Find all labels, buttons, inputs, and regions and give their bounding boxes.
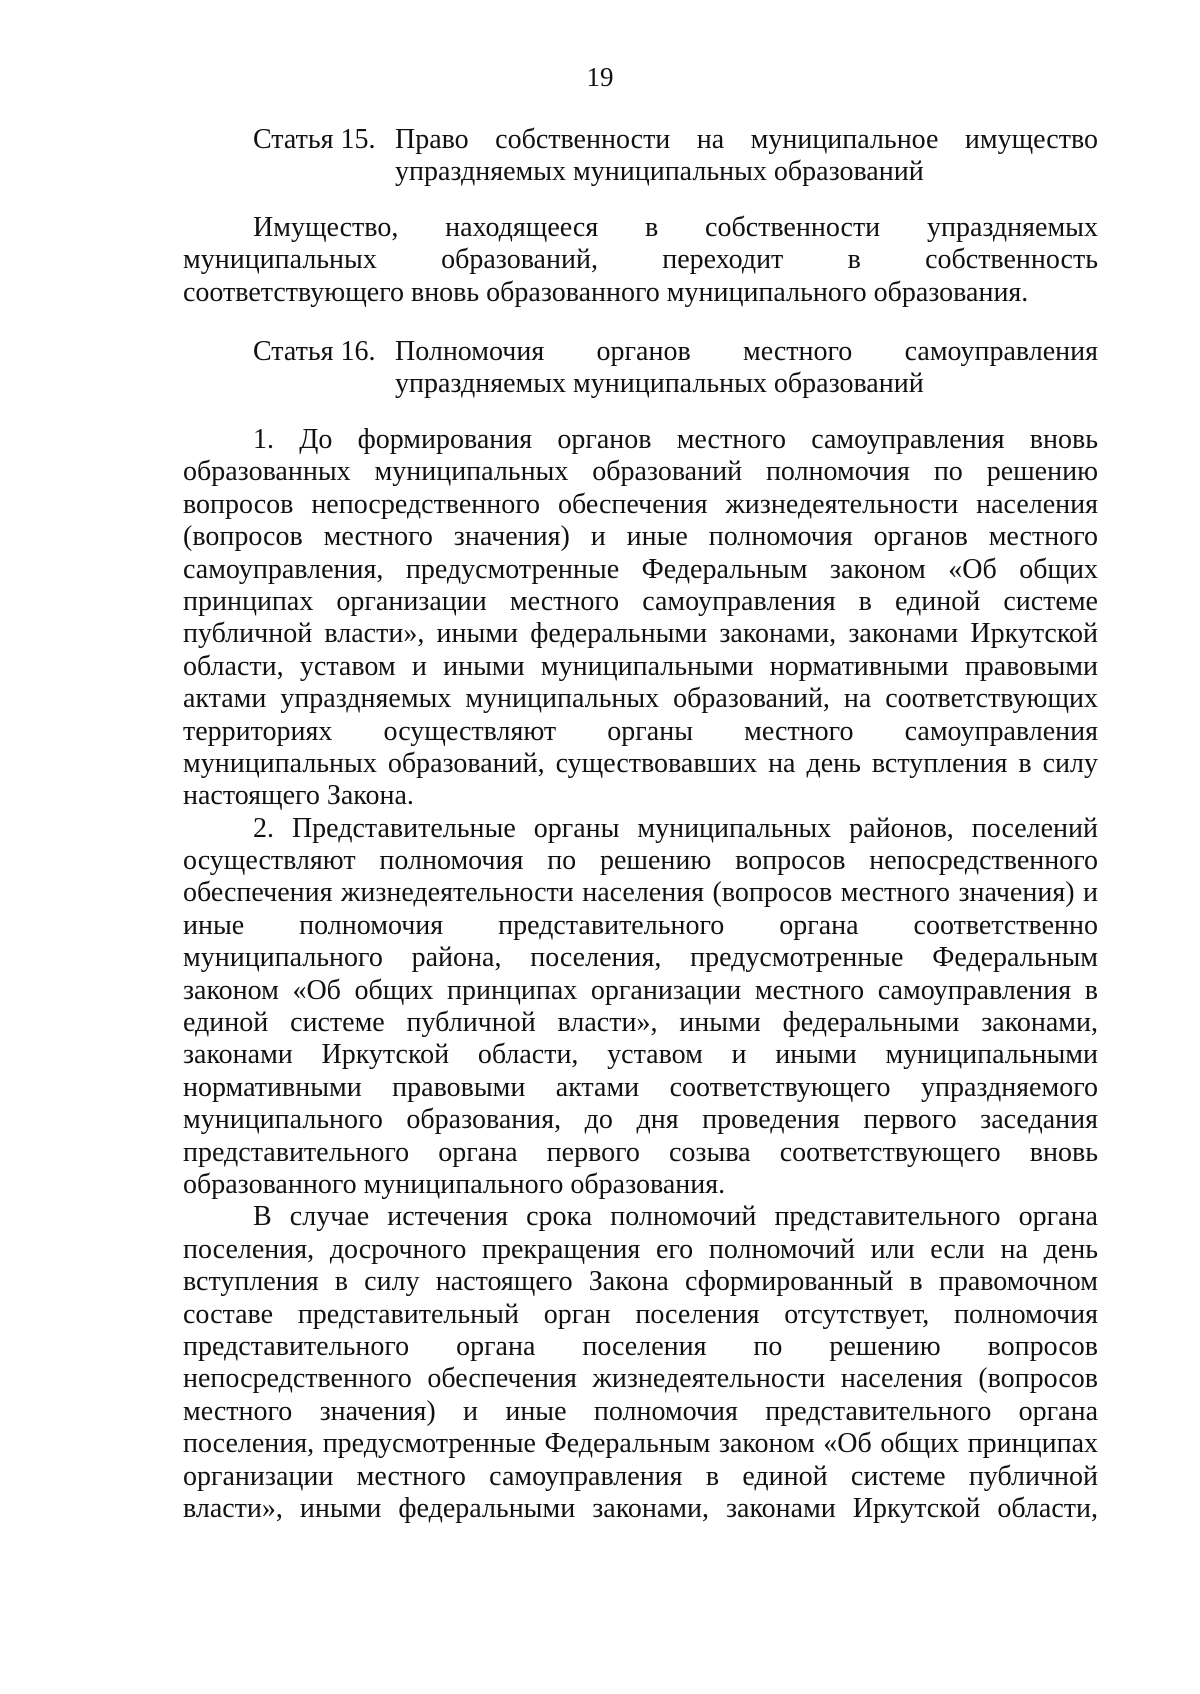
article-15-body [183, 212, 1098, 309]
text-line: территориях осуществляют органы местного самоуправления [183, 715, 1098, 747]
article-16-body [183, 424, 1098, 1525]
text-line: публичной власти», иными федеральными законами, законами Иркутской [183, 618, 1098, 650]
article-16-heading [253, 336, 1098, 401]
article-16-title [395, 336, 1098, 401]
text-line: законами Иркутской области, уставом и иными муниципальными [183, 1039, 1098, 1071]
text-line: единой системе публичной власти», иными федеральными законами, [183, 1007, 1098, 1039]
article-16-title-line-2: упраздняемых муниципальных образований [395, 368, 924, 400]
text-line: принципах организации местного самоуправления в единой системе [183, 585, 1098, 617]
text-line: иные полномочия представительного органа соответственно [183, 909, 1098, 941]
text-line: нормативными правовыми актами соответствующего упраздняемого [183, 1071, 1098, 1103]
text-line: местного значения) и иные полномочия представительного органа [183, 1395, 1098, 1427]
article-15-title [395, 124, 1098, 189]
text-line: настоящего Закона. [183, 780, 414, 812]
text-line: области, уставом и иными муниципальными нормативными правовыми [183, 650, 1098, 682]
text-line: представительного органа поселения по решению вопросов [183, 1330, 1098, 1362]
text-line: муниципальных образований, переходит в собственность [183, 244, 1098, 276]
text-line: самоуправления, предусмотренные Федеральным законом «Об общих [183, 553, 1098, 585]
text-line: муниципальных образований, существовавших на день вступления в силу [183, 747, 1098, 779]
text-line: муниципального образования, до дня проведения первого заседания [183, 1104, 1098, 1136]
text-line: образованных муниципальных образований полномочия по решению [183, 456, 1098, 488]
text-line: поселения, предусмотренные Федеральным законом «Об общих принципах [183, 1428, 1098, 1460]
article-15-number: Статья 15. [253, 124, 376, 155]
text-line: поселения, досрочного прекращения его полномочий или если на день [183, 1233, 1098, 1265]
text-line: 1. До формирования органов местного самоуправления вновь [253, 424, 1098, 455]
text-line: образованного муниципального образования. [183, 1168, 726, 1200]
article-16-number: Статья 16. [253, 336, 376, 367]
text-line: обеспечения жизнедеятельности населения (вопросов местного значения) и [183, 877, 1098, 909]
text-line: В случае истечения срока полномочий представительного органа [253, 1201, 1098, 1233]
article-15-title-line-1: Право собственности на муниципальное имущество [395, 124, 1098, 155]
article-15-title-line-2: упраздняемых муниципальных образований [395, 156, 924, 188]
text-line: муниципального района, поселения, предусмотренные Федеральным [183, 942, 1098, 974]
article-16-title-line-1: Полномочия органов местного самоуправления [395, 336, 1098, 367]
text-line: вопросов непосредственного обеспечения жизнедеятельности населения [183, 488, 1098, 520]
text-line: представительного органа первого созыва соответствующего вновь [183, 1136, 1098, 1168]
text-line: осуществляют полномочия по решению вопросов непосредственного [183, 845, 1098, 877]
article-15-heading [253, 124, 1098, 189]
page-number: 19 [586, 62, 614, 92]
text-line: соответствующего вновь образованного муниципального образования. [183, 276, 1029, 308]
text-line: непосредственного обеспечения жизнедеятельности населения (вопросов [183, 1363, 1098, 1395]
text-line: составе представительный орган поселения отсутствует, полномочия [183, 1298, 1098, 1330]
text-line: власти», иными федеральными законами, законами Иркутской области, [183, 1492, 1098, 1524]
text-line: организации местного самоуправления в единой системе публичной [183, 1460, 1098, 1492]
text-line: 2. Представительные органы муниципальных районов, поселений [253, 812, 1098, 844]
text-line: Имущество, находящееся в собственности упраздняемых [253, 212, 1098, 243]
text-line: вступления в силу настоящего Закона сформированный в правомочном [183, 1266, 1098, 1298]
text-line: законом «Об общих принципах организации местного самоуправления в [183, 974, 1098, 1006]
text-line: актами упраздняемых муниципальных образований, на соответствующих [183, 683, 1098, 715]
text-line: (вопросов местного значения) и иные полномочия органов местного [183, 521, 1098, 553]
